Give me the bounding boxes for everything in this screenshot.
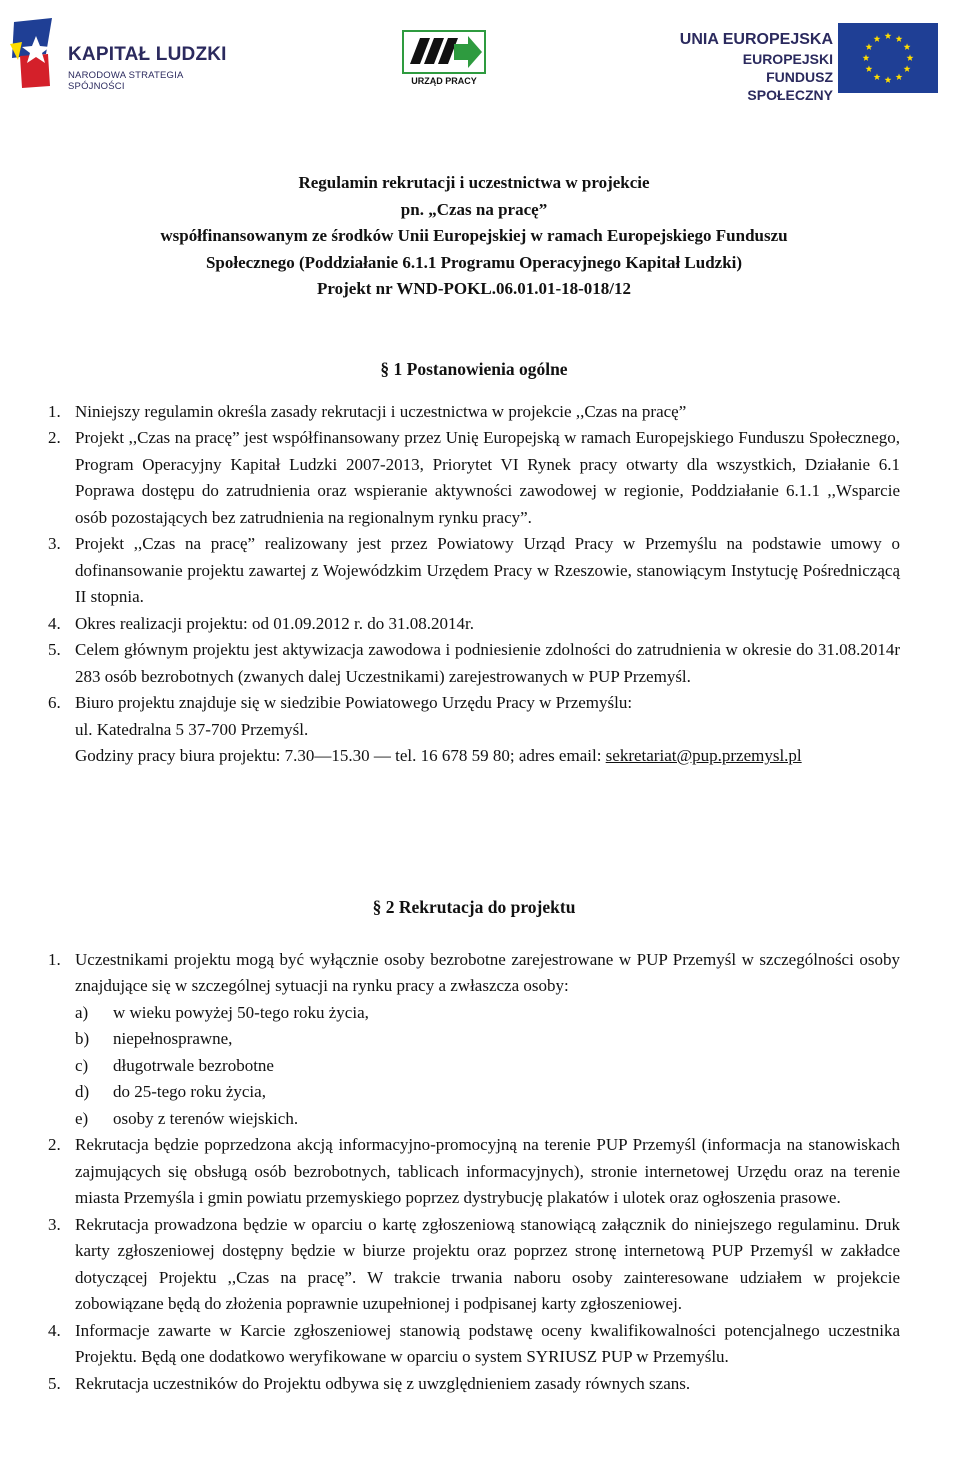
- item-number: 1.: [48, 401, 61, 421]
- sub-number: a): [75, 1002, 89, 1022]
- document-title: [48, 170, 900, 303]
- section-1: [48, 356, 900, 770]
- section-2-list: [48, 947, 900, 1398]
- item-text: Rekrutacja prowadzona będzie w oparciu o kartę zgłoszeniową stanowiącą załącznik do niniejszego regulaminu. Druk karty zgłoszeniowej dostępny będzie w biurze projektu oraz poprzez stronę internetową PUP Przemyśl w zakładce dotyczącej Projektu ,,Czas na pracę”. W trakcie trwania naboru osoby zainteresowane udziałem w projekcie zobowiązane będą do złożenia poprawnie uzupełnionej i podpisanej karty zgłoszeniowej.: [75, 1214, 900, 1313]
- list-item: [48, 611, 900, 638]
- item-number: 5.: [48, 1373, 61, 1393]
- title-line-2: pn. „Czas na pracę”: [400, 199, 548, 219]
- section-2-heading: § 2 Rekrutacja do projektu: [372, 897, 576, 917]
- kapital-ludzki-logo: [8, 14, 238, 94]
- list-item: [48, 1212, 900, 1318]
- sub-number: b): [75, 1029, 90, 1048]
- item-number: 2.: [48, 1135, 61, 1154]
- title-line-5: Projekt nr WND-POKL.06.01.01-18-018/12: [316, 279, 631, 298]
- item-text: Okres realizacji projektu: od 01.09.2012 r. do 31.08.2014r.: [75, 613, 474, 633]
- item-number: 4.: [48, 1320, 61, 1340]
- list-item: [48, 1318, 900, 1371]
- office-hours-text: Godziny pracy biura projektu: 7.30—15.30 — tel. 16 678 59 80; adres email:: [75, 746, 606, 765]
- item-number: 3.: [48, 1214, 61, 1234]
- section-1-list: [48, 399, 900, 770]
- list-item: [48, 690, 900, 770]
- sub-number: d): [75, 1082, 90, 1101]
- sub-text: w wieku powyżej 50-tego roku życia,: [113, 1002, 369, 1022]
- kapital-ludzki-title: KAPITAŁ LUDZKI: [68, 44, 227, 65]
- email-link[interactable]: sekretariat@pup.przemysl.pl: [605, 746, 802, 765]
- office-hours-contact: [75, 743, 900, 770]
- sublist-item: [75, 1079, 900, 1106]
- item-text: Informacje zawarte w Karcie zgłoszeniowej stanowią podstawę oceny kwalifikowalności potencjalnego uczestnika Projektu. Będą one dodatkowo weryfikowane w oparciu o system SYRIUSZ PUP w Przemyślu.: [75, 1320, 900, 1366]
- list-item: [48, 637, 900, 690]
- list-item: [48, 399, 900, 426]
- item-text: Uczestnikami projektu mogą być wyłącznie osoby bezrobotne zarejestrowane w PUP Przemyśl w szczególności osoby znajdujące się w szczególnej sytuacji na rynku pracy a zwłaszcza osoby:: [75, 949, 900, 995]
- eligibility-sublist: [75, 1000, 900, 1133]
- list-item: [48, 425, 900, 531]
- list-item: [48, 1371, 900, 1398]
- unia-europejska-text: [678, 30, 833, 104]
- item-text: Projekt ,,Czas na pracę” jest współfinansowany przez Unię Europejską w ramach Europejskiego Funduszu Społecznego, Program Operacyjny Kapitał Ludzki 2007-2013, Priorytet VI Rynek pracy otwarty dla wszystkich, Działanie 6.1 Poprawa dostępu do zatrudnienia oraz wspieranie aktywności zawodowej w regionie, Poddziałanie 6.1.1 ,,Wsparcie osób pozostających bez zatrudnienia na regionalnym rynku pracy”.: [75, 428, 900, 527]
- office-street: ul. Katedralna 5 37-700 Przemyśl.: [75, 719, 309, 739]
- kapital-ludzki-emblem-icon: [8, 14, 64, 94]
- urzad-pracy-label: URZĄD PRACY: [411, 76, 477, 86]
- unia-line-3: FUNDUSZ SPOŁECZNY: [747, 69, 833, 103]
- eu-flag-icon: [838, 23, 938, 93]
- header-logos: [0, 0, 960, 110]
- sub-text: niepełnosprawne,: [113, 1029, 233, 1048]
- sub-number: c): [75, 1055, 89, 1075]
- urzad-pracy-emblem-icon: [402, 30, 486, 74]
- title-line-3: współfinansowanym ze środków Unii Europejskiej w ramach Europejskiego Funduszu: [160, 226, 788, 245]
- unia-line-1: UNIA EUROPEJSKA: [679, 31, 833, 48]
- item-number: 3.: [48, 534, 61, 553]
- item-number: 5.: [48, 640, 61, 659]
- list-item: [48, 947, 900, 1133]
- item-text: Celem głównym projektu jest aktywizacja zawodowa i podniesienie zdolności do zatrudnienia w okresie do 31.08.2014r 283 osób bezrobotnych (zwanych dalej Uczestnikami) zarejestrowanych w PUP Przemyśl.: [75, 640, 900, 686]
- sub-text: osoby z terenów wiejskich.: [113, 1108, 299, 1128]
- sublist-item: [75, 1000, 900, 1027]
- item-number: 1.: [48, 949, 61, 969]
- list-item: [48, 1132, 900, 1212]
- section-1-heading: § 1 Postanowienia ogólne: [380, 359, 568, 379]
- sub-text: do 25-tego roku życia,: [113, 1082, 266, 1101]
- item-number: 2.: [48, 428, 61, 447]
- office-address-intro: Biuro projektu znajduje się w siedzibie Powiatowego Urzędu Pracy w Przemyślu:: [75, 693, 633, 712]
- title-line-1: Regulamin rekrutacji i uczestnictwa w projekcie: [298, 173, 650, 192]
- item-text: Niniejszy regulamin określa zasady rekrutacji i uczestnictwa w projekcie ,,Czas na pracę”: [75, 401, 687, 421]
- list-item: [48, 531, 900, 611]
- item-number: 6.: [48, 693, 61, 712]
- sublist-item: [75, 1106, 900, 1133]
- sublist-item: [75, 1026, 900, 1053]
- sub-text: długotrwale bezrobotne: [113, 1055, 274, 1075]
- item-text: Rekrutacja będzie poprzedzona akcją informacyjno-promocyjną na terenie PUP Przemyśl (informacja na stanowiskach zajmujących się obsługą osób bezrobotnych, tablicach informacyjnych), stronie internetowej Urzędu oraz na terenie miasta Przemyśla i gmin powiatu przemyskiego poprzez dystrybucję plakatów i ulotek oraz ogłoszenia prasowe.: [75, 1135, 900, 1207]
- unia-line-2: EUROPEJSKI: [742, 51, 833, 67]
- title-line-4: Społecznego (Poddziałanie 6.1.1 Programu Operacyjnego Kapitał Ludzki): [205, 252, 743, 272]
- document: [48, 170, 900, 1393]
- sub-number: e): [75, 1108, 89, 1128]
- kapital-ludzki-subtitle: NARODOWA STRATEGIA SPÓJNOŚCI: [68, 70, 183, 92]
- section-2: [48, 894, 900, 1397]
- sublist-item: [75, 1053, 900, 1080]
- urzad-pracy-logo: [402, 30, 486, 86]
- item-number: 4.: [48, 613, 61, 633]
- item-text: Projekt ,,Czas na pracę” realizowany jest przez Powiatowy Urząd Pracy w Przemyślu na podstawie umowy o dofinansowanie projektu zawartej z Wojewódzkim Urzędem Pracy w Rzeszowie, stanowiącym Instytucję Pośredniczącą II stopnia.: [75, 534, 900, 606]
- unia-europejska-logo: [668, 20, 940, 103]
- item-text: Rekrutacja uczestników do Projektu odbywa się z uwzględnieniem zasady równych szans.: [75, 1373, 691, 1393]
